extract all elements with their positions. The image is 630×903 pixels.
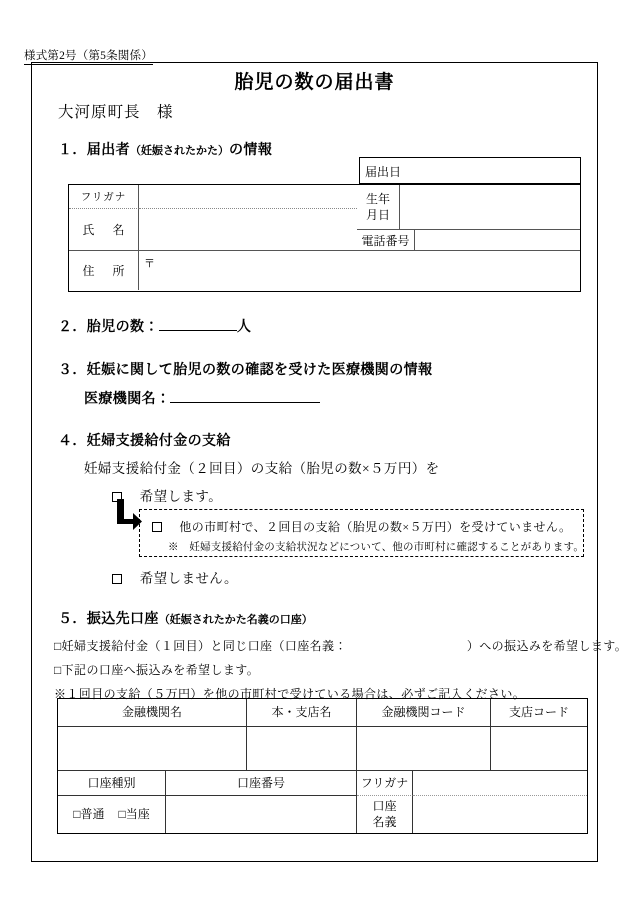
bank-account-type-options[interactable] (58, 796, 166, 833)
section1-heading-tail: の情報 (229, 142, 273, 158)
address-label-cell (69, 251, 139, 290)
bank-account-table (57, 698, 588, 834)
bank-input-branch[interactable] (247, 727, 357, 771)
section4-callout-note: ※ 妊婦支援給付金の支給状況などについて、他の市町村に確認することがあります。 (168, 542, 585, 553)
section4-callout-label: 他の市町村で、２回目の支給（胎児の数×５万円）を受けていません。 (179, 520, 572, 534)
section5-line1-post: ）への振込みを希望します。 (466, 639, 628, 653)
fetus-count-input[interactable] (159, 316, 237, 331)
section1-heading-main: １．届出者 (58, 142, 130, 158)
section5-line2[interactable]: □下記の口座へ振込みを希望します。 (54, 663, 260, 677)
account-holder-label-2: 名義 (372, 814, 397, 829)
notify-date-label: 届出日 (365, 165, 402, 179)
birth-label-cell (357, 185, 400, 230)
section4-lead: 妊婦支援給付金（２回目）の支給（胎児の数×５万円）を (84, 461, 440, 476)
bank-header-account-type: 口座種別 (58, 771, 166, 796)
section3-field-label: 医療機関名： (84, 391, 171, 407)
section1-heading-sub: （妊娠されたかた） (130, 144, 229, 157)
applicant-info-table (68, 184, 581, 292)
name-label-2: 名 (112, 223, 125, 237)
checkbox-wish-no[interactable] (112, 574, 122, 584)
section5-heading-main: ５．振込先口座 (58, 611, 159, 627)
section5-heading-sub: （妊娠されたかた名義の口座） (158, 613, 313, 626)
bank-input-branch-code[interactable] (491, 727, 587, 771)
phone-label-cell (357, 230, 415, 251)
addressee: 大河原町長 様 (58, 104, 174, 121)
bank-input-institution-code[interactable] (357, 727, 491, 771)
bank-input-account-number[interactable] (166, 796, 357, 833)
section5-line1-pre: □妊婦支援給付金（１回目）と同じ口座（口座名義： (54, 639, 347, 653)
name-input-cell[interactable] (139, 209, 357, 251)
page-title: 胎児の数の届出書 (234, 71, 395, 93)
checkbox-not-received-elsewhere[interactable] (152, 522, 162, 532)
furigana-label-cell (69, 185, 139, 209)
account-holder-label-1: 口座 (372, 798, 397, 813)
bank-header-branch-code: 支店コード (491, 699, 587, 727)
phone-label: 電話番号 (361, 233, 410, 248)
account-type-futsu[interactable]: □普通 (73, 807, 105, 821)
furigana-label: フリガナ (80, 192, 127, 203)
bank-header-institution-code: 金融機関コード (357, 699, 491, 727)
address-label-2: 所 (112, 264, 125, 278)
name-label-cell (69, 209, 139, 251)
section2-unit: 人 (236, 319, 252, 335)
medical-institution-input[interactable] (170, 388, 320, 403)
bank-header-furigana: フリガナ (357, 771, 413, 796)
form-number: 様式第2号（第5条関係） (24, 47, 153, 65)
notify-date-box[interactable] (359, 157, 581, 184)
bank-header-account-holder (357, 796, 413, 833)
section4-heading: ４．妊婦支援給付金の支給 (58, 433, 231, 449)
bank-input-furigana[interactable] (413, 771, 587, 796)
address-label-1: 住 (82, 264, 95, 278)
furigana-input-cell[interactable] (139, 185, 357, 209)
section4-option-yes-label: 希望します。 (139, 489, 223, 504)
section4-option-no-label: 希望しません。 (139, 571, 238, 586)
phone-input-cell[interactable] (415, 230, 580, 251)
bank-header-branch: 本・支店名 (247, 699, 357, 727)
postal-mark: 〒 (144, 258, 155, 270)
bank-header-institution: 金融機関名 (58, 699, 247, 727)
bank-input-account-holder[interactable] (413, 796, 587, 833)
section5-line1[interactable] (54, 637, 627, 654)
name-label-1: 氏 (82, 223, 95, 237)
birth-label-2: 月日 (365, 208, 390, 222)
address-input-cell[interactable] (139, 251, 580, 290)
bank-header-account-number: 口座番号 (166, 771, 357, 796)
section3-field (84, 388, 320, 408)
section1-heading (58, 139, 272, 159)
bank-input-institution[interactable] (58, 727, 247, 771)
section5-line3: ※１回目の支給（５万円）を他の市町村で受けている場合は、必ずご記入ください。 (54, 687, 526, 701)
section4-option-no[interactable] (112, 567, 238, 587)
section3-heading: ３．妊娠に関して胎児の数の確認を受けた医療機関の情報 (58, 362, 433, 378)
section2-label-text: ２．胎児の数： (58, 319, 159, 335)
section2-label (58, 316, 251, 336)
birth-input-cell[interactable] (400, 185, 580, 230)
account-type-toza[interactable]: □当座 (118, 807, 150, 821)
section4-callout-box (139, 509, 584, 557)
section4-callout-option[interactable] (152, 518, 571, 535)
birth-label-1: 生年 (365, 191, 390, 206)
section5-heading (58, 608, 313, 628)
